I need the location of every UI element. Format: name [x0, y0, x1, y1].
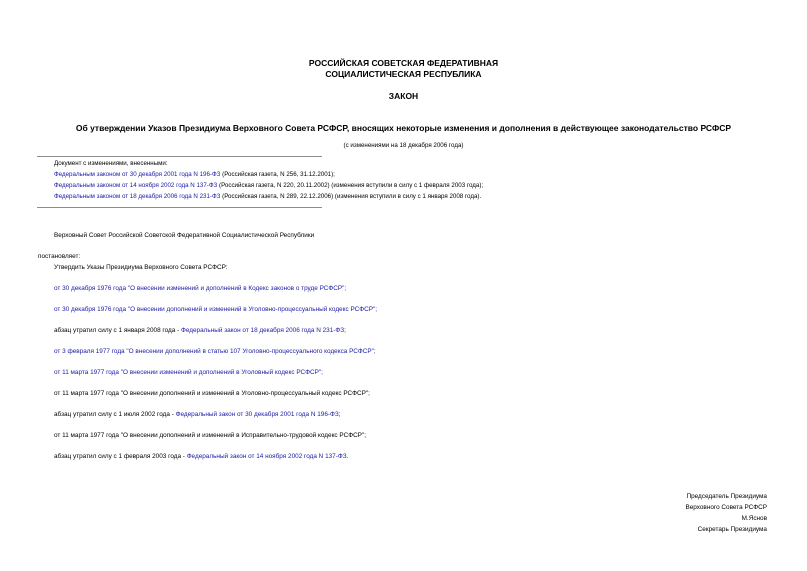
header-line-1: РОССИЙСКАЯ СОВЕТСКАЯ ФЕДЕРАТИВНАЯ	[308, 58, 499, 68]
repealed-text: абзац утратил силу с 1 января 2008 года -	[54, 327, 181, 334]
changes-intro: Документ с изменениями, внесенными:	[54, 160, 168, 167]
council-name: Верховный Совет Российской Советской Федеративной Социалистической Республики	[54, 232, 315, 239]
law-link[interactable]: Федеральный закон от 14 ноября 2002 года N 137-ФЗ	[186, 453, 347, 460]
punctuation: ;	[338, 411, 341, 418]
secretary-title: Секретарь Президиума	[697, 526, 767, 533]
decree-link[interactable]: от 11 марта 1977 года "О внесении изменений и дополнений в Уголовный кодекс РСФСР";	[54, 369, 323, 376]
signatory-title: Председатель Президиума	[686, 493, 767, 500]
repealed-text: абзац утратил силу с 1 февраля 2003 года -	[54, 453, 187, 460]
repealed-paragraph	[54, 327, 346, 334]
decree-item: от 11 марта 1977 года "О внесении дополнений и изменений в Исправительно-трудовой кодекс РСФСР";	[54, 432, 366, 439]
change-item	[54, 193, 481, 200]
repealed-paragraph	[54, 453, 348, 460]
document-title: Об утверждении Указов Президиума Верховного Совета РСФСР, вносящих некоторые изменения и дополнения в действующее законодательство РСФСР	[75, 123, 732, 133]
decree-item: от 11 марта 1977 года "О внесении дополнений и изменений в Уголовно-процессуальный кодекс РСФСР";	[54, 390, 370, 397]
amendment-details: (Российская газета, N 220, 20.11.2002) (изменения вступили в силу с 1 февраля 2003 года);	[217, 182, 484, 189]
approve-statement: Утвердить Указы Президиума Верховного Совета РСФСР:	[54, 264, 228, 271]
amendment-link[interactable]: Федеральным законом от 30 декабря 2001 года N 196-ФЗ	[54, 171, 221, 178]
repealed-text: абзац утратил силу с 1 июля 2002 года -	[54, 411, 176, 418]
amendment-details: (Российская газета, N 256, 31.12.2001);	[220, 171, 335, 178]
amendment-link[interactable]: Федеральным законом от 14 ноября 2002 года N 137-ФЗ	[54, 182, 218, 189]
header-line-2: СОЦИАЛИСТИЧЕСКАЯ РЕСПУБЛИКА	[325, 69, 482, 79]
decree-link[interactable]: от 30 декабря 1976 года "О внесении дополнений и изменений в Уголовно-процессуальный кодекс РСФСР";	[54, 306, 378, 313]
decree-link[interactable]: от 30 декабря 1976 года "О внесении изменений и дополнений в Кодекс законов о труде РСФСР";	[54, 285, 347, 292]
amendment-link[interactable]: Федеральным законом от 18 декабря 2006 года N 231-ФЗ	[54, 193, 221, 200]
law-link[interactable]: Федеральный закон от 30 декабря 2001 года N 196-ФЗ	[175, 411, 339, 418]
signatory-name: М.Яснов	[741, 515, 767, 522]
change-item	[54, 182, 483, 189]
divider-bottom	[37, 207, 322, 208]
law-link[interactable]: Федеральный закон от 18 декабря 2006 года N 231-ФЗ	[181, 327, 345, 334]
amendment-details: (Российская газета, N 289, 22.12.2006) (изменения вступили в силу с 1 января 2008 года).	[220, 193, 482, 200]
decree-link[interactable]: от 3 февраля 1977 года "О внесении дополнений в статью 107 Уголовно-процессуального кодекса РСФСР";	[54, 348, 376, 355]
divider-top	[37, 156, 322, 157]
repealed-paragraph	[54, 411, 341, 418]
punctuation: ;	[344, 327, 346, 334]
change-item	[54, 171, 335, 178]
resolves-label: постановляет:	[38, 253, 81, 260]
signatory-body: Верховного Совета РСФСР	[685, 504, 767, 511]
revision-note: (с изменениями на 18 декабря 2006 года)	[343, 142, 464, 149]
punctuation: .	[346, 453, 349, 460]
document-type: ЗАКОН	[388, 91, 419, 101]
